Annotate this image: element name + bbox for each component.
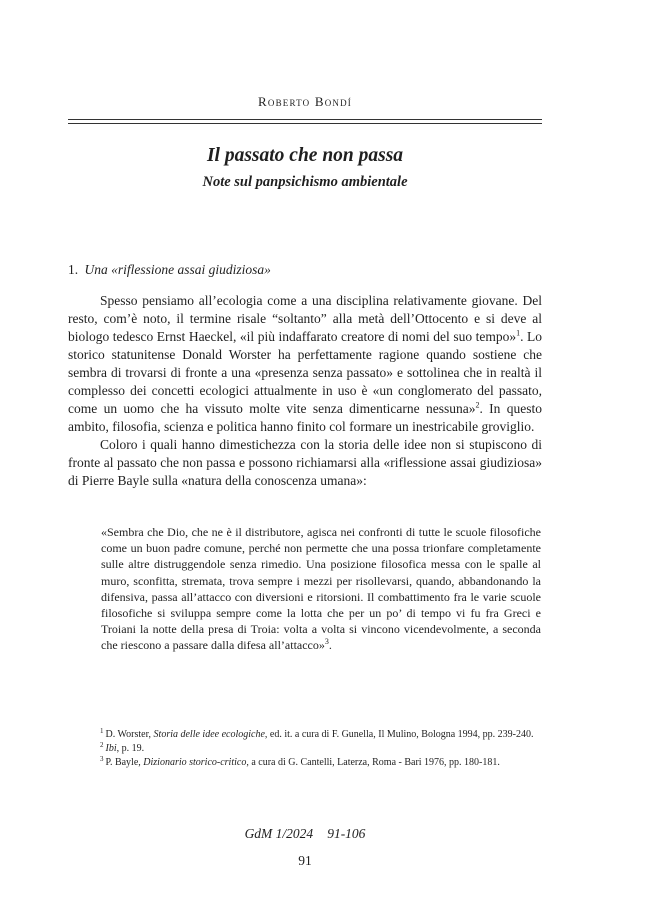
paragraph-text: Spesso pensiamo all’ecologia come a una disciplina relativamente giovane. Del resto, com’è noto, il termine risale “soltanto” alla metà dell’Ottocento e si deve al biologo tedesco Ernst Haeckel, «il più indaffarato creatore di nomi del suo tempo» xyxy=(68,293,542,344)
footnote xyxy=(68,756,542,770)
footnote-text: , p. 19. xyxy=(116,743,145,754)
footnote-number: 2 xyxy=(100,740,104,749)
footnote-ref: 2 xyxy=(475,400,480,410)
footnote-ref: 3 xyxy=(324,637,329,647)
paragraph-text: . Lo storico statunitense Donald Worster ha perfettamente ragione quando sostiene che sembra di trovarsi di fronte a una «presenza senza passato» e sottolinea che in realtà il complesso dei concetti ecologici attualmente in uso è «un conglomerato del passato, come un uomo che ha vissuto molte vite senza dimenticarne nessuna» xyxy=(68,329,542,416)
footnote-work-title: Dizionario storico-critico xyxy=(143,757,247,768)
article-subtitle: Note sul panpsichismo ambientale xyxy=(202,174,408,190)
paragraph xyxy=(68,292,542,436)
header-rule-bottom xyxy=(68,123,542,124)
body-text xyxy=(68,292,542,490)
quote-text: «Sembra che Dio, che ne è il distributore, agisca nei confronti di tutte le scuole filosofiche come un buon padre comune, perché non permette che una possa trionfare completamente sulle altre distruggendole senza rimedio. Una posizione filosofica messa con le spalle al muro, sconfitta, stremata, trova sempre i mezzi per risollevarsi, quando, abbandonando la difensiva, passa all’attacco con diversioni e ritorsioni. Il combattimento fra le varie scuole filosofiche si sviluppa sempre come la lotta che per un po’ di tempo vi fu fra Greci e Troiani la notte della presa di Troia: volta a volta si vincono vicendevolmente, a seconda che riescono a passare dalla difesa all’attacco» xyxy=(101,525,541,653)
footnote-text: D. Worster, xyxy=(105,729,154,740)
article-title: Il passato che non passa xyxy=(206,145,404,166)
header-rule-top xyxy=(68,119,542,120)
running-head: Roberto Bondí xyxy=(258,94,352,109)
section-number: 1. xyxy=(68,262,79,277)
footnote-ref: 1 xyxy=(516,328,521,338)
footnote-text: , ed. it. a cura di F. Gunella, Il Mulino, Bologna 1994, pp. 239-240. xyxy=(264,729,534,740)
paragraph-text: Coloro i quali hanno dimestichezza con la storia delle idee non si stupiscono di fronte al passato che non passa e possono richiamarsi alla «riflessione assai giudiziosa» di Pierre Bayle sulla «natura della conoscenza umana»: xyxy=(68,437,542,488)
paragraph-text: . In questo ambito, filosofia, scienza e politica hanno finito col formare un inestricabile groviglio. xyxy=(68,401,542,434)
quote-end: . xyxy=(328,638,332,653)
block-quote xyxy=(101,524,541,654)
footnotes xyxy=(68,728,542,770)
footnote-work-title: Ibi xyxy=(105,743,117,754)
journal-reference xyxy=(68,826,542,842)
section-title: Una «riflessione assai giudiziosa» xyxy=(84,262,271,277)
journal-issue: GdM 1/2024 xyxy=(244,826,314,841)
footnote xyxy=(68,742,542,756)
paragraph xyxy=(68,436,542,490)
footnote xyxy=(68,728,542,742)
footnote-number: 1 xyxy=(100,726,104,735)
footnote-text: P. Bayle, xyxy=(105,757,144,768)
footnote-text: , a cura di G. Cantelli, Laterza, Roma - Bari 1976, pp. 180-181. xyxy=(246,757,500,768)
page-number: 91 xyxy=(298,853,312,868)
footnote-number: 3 xyxy=(100,754,104,763)
journal-pages: 91-106 xyxy=(327,826,366,841)
section-heading xyxy=(68,262,271,278)
footnote-work-title: Storia delle idee ecologiche xyxy=(153,729,265,740)
